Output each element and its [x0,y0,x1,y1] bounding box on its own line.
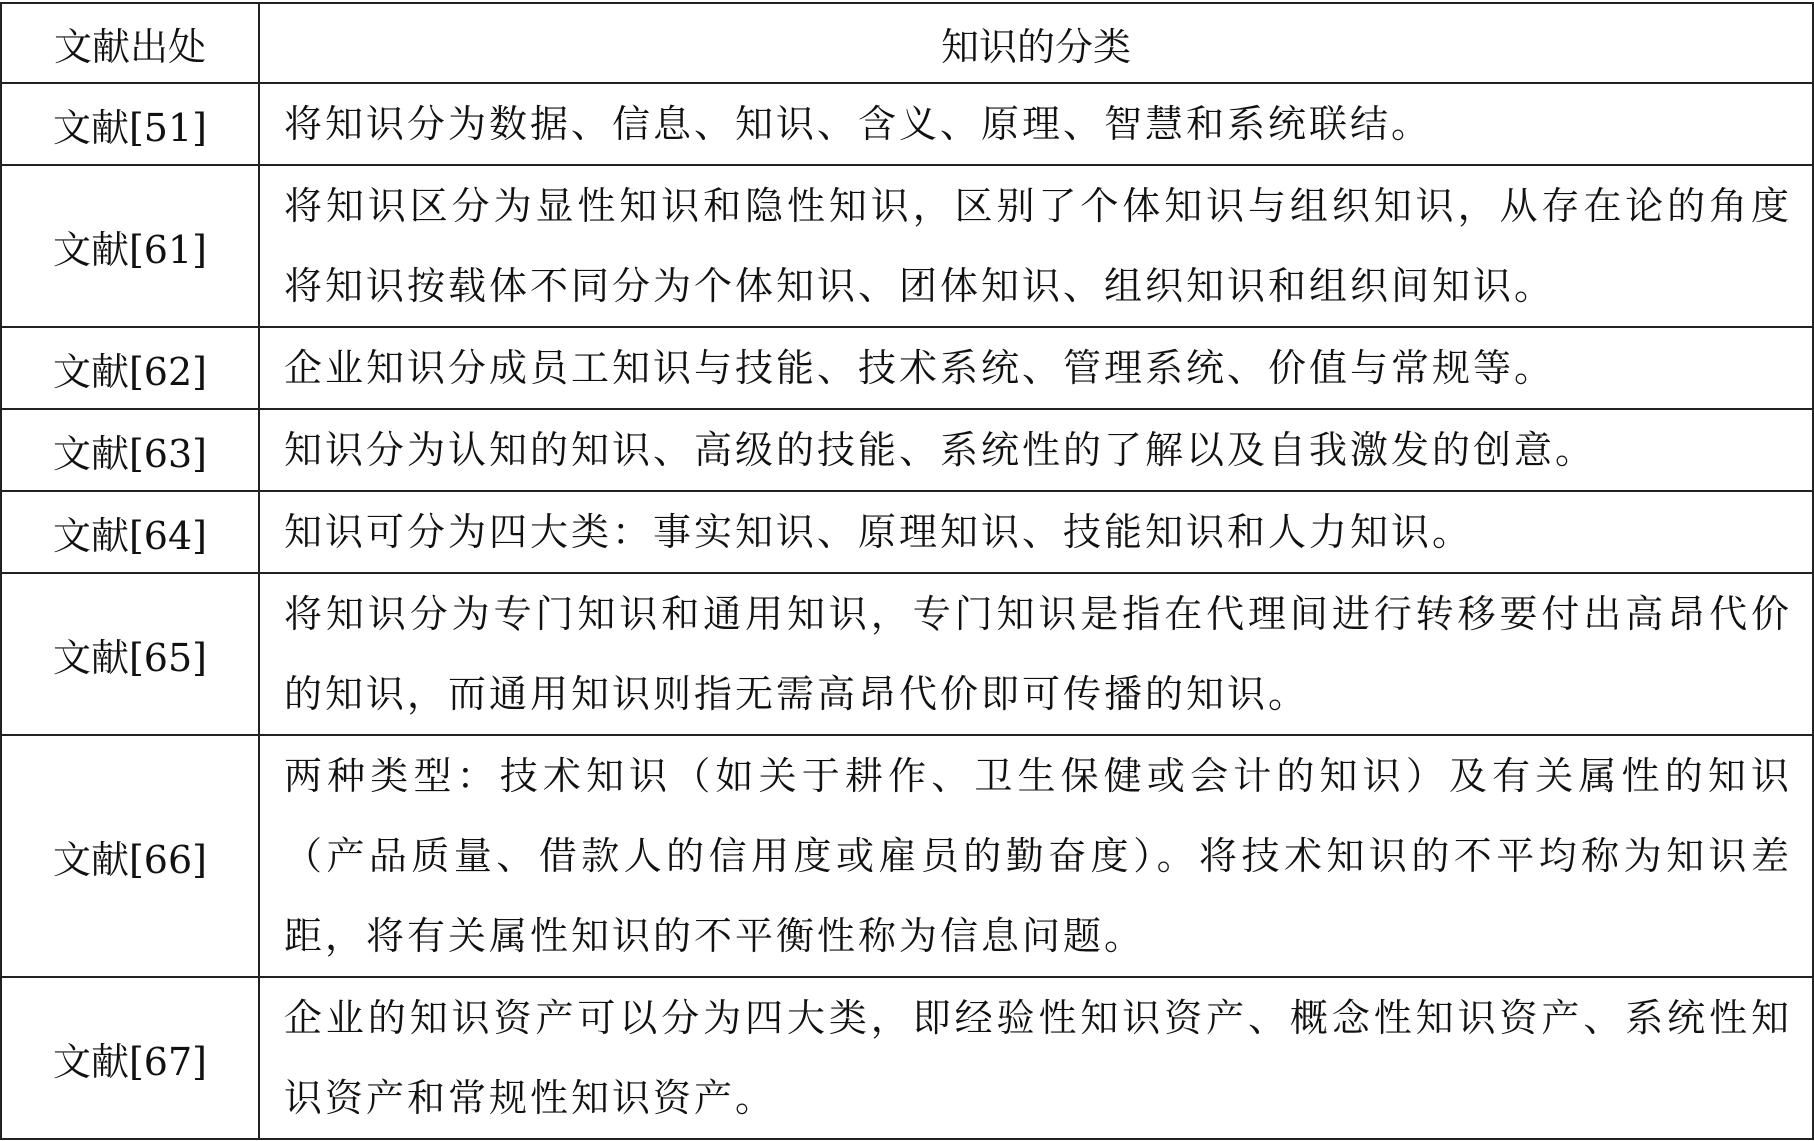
header-classification: 知识的分类 [259,3,1813,83]
source-cell: 文献[62] [1,327,259,409]
source-cell: 文献[66] [1,735,259,977]
classification-cell: 知识可分为四大类：事实知识、原理知识、技能知识和人力知识。 [259,491,1813,573]
source-cell: 文献[65] [1,573,259,735]
classification-cell: 企业知识分成员工知识与技能、技术系统、管理系统、价值与常规等。 [259,327,1813,409]
classification-cell: 知识分为认知的知识、高级的技能、系统性的了解以及自我激发的创意。 [259,409,1813,491]
knowledge-classification-table-container [0,2,1812,1140]
table-row [1,409,1813,491]
table-row [1,573,1813,735]
table-row [1,327,1813,409]
source-cell: 文献[63] [1,409,259,491]
knowledge-classification-table [0,2,1814,1140]
source-cell: 文献[64] [1,491,259,573]
classification-cell: 两种类型：技术知识（如关于耕作、卫生保健或会计的知识）及有关属性的知识（产品质量、借款人的信用度或雇员的勤奋度）。将技术知识的不平均称为知识差距，将有关属性知识的不平衡性称为信息问题。 [259,735,1813,977]
table-row [1,977,1813,1139]
source-cell: 文献[67] [1,977,259,1139]
classification-cell: 将知识区分为显性知识和隐性知识，区别了个体知识与组织知识，从存在论的角度将知识按载体不同分为个体知识、团体知识、组织知识和组织间知识。 [259,165,1813,327]
source-cell: 文献[61] [1,165,259,327]
classification-cell: 企业的知识资产可以分为四大类，即经验性知识资产、概念性知识资产、系统性知识资产和常规性知识资产。 [259,977,1813,1139]
table-header-row [1,3,1813,83]
header-source: 文献出处 [1,3,259,83]
table-row [1,165,1813,327]
classification-cell: 将知识分为专门知识和通用知识，专门知识是指在代理间进行转移要付出高昂代价的知识，而通用知识则指无需高昂代价即可传播的知识。 [259,573,1813,735]
table-row [1,83,1813,165]
classification-cell: 将知识分为数据、信息、知识、含义、原理、智慧和系统联结。 [259,83,1813,165]
table-row [1,491,1813,573]
table-row [1,735,1813,977]
source-cell: 文献[51] [1,83,259,165]
